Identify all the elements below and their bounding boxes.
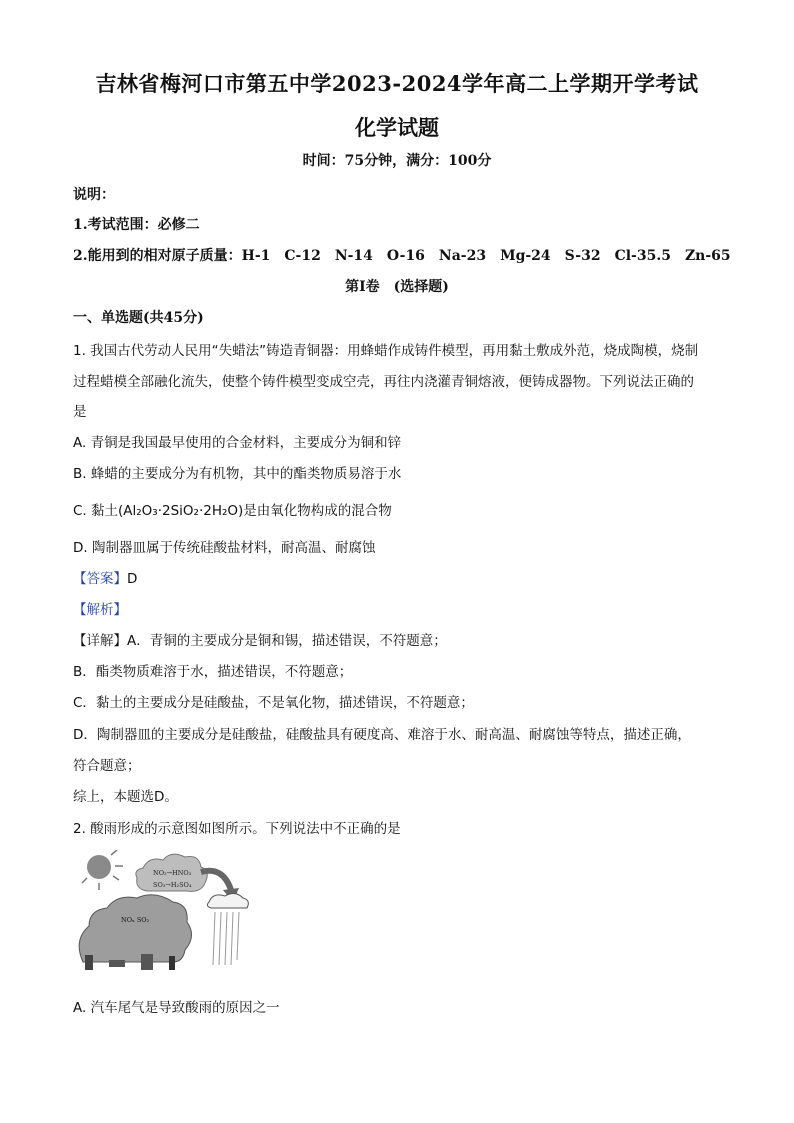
analysis-tag: 【解析】 bbox=[73, 602, 127, 618]
answer-value: D bbox=[127, 571, 138, 587]
notes-header: 说明： bbox=[73, 187, 115, 203]
fig-label-no2: NO₂→HNO₃ bbox=[153, 869, 192, 877]
q2-option-a: A. 汽车尾气是导致酸雨的原因之一 bbox=[73, 1000, 280, 1016]
q1-conclusion: 综上，本题选D。 bbox=[73, 789, 178, 805]
fig-label-so3: SO₃→H₂SO₄ bbox=[153, 881, 192, 889]
q1-explanation-b: B．酯类物质难溶于水，描述错误，不符题意； bbox=[73, 664, 353, 680]
car-icon bbox=[109, 960, 125, 967]
q1-stem-line3: 是 bbox=[73, 404, 87, 420]
volume-heading: 第Ⅰ卷 (选择题) bbox=[345, 279, 449, 295]
q1-explanation-a bbox=[73, 629, 447, 649]
rain-cloud bbox=[207, 893, 248, 908]
q1-explanation-d-cont: 符合题意； bbox=[73, 758, 141, 774]
exam-title: 吉林省梅河口市第五中学2023-2024学年高二上学期开学考试 bbox=[95, 71, 699, 96]
q1-option-d: D. 陶制器皿属于传统硅酸盐材料，耐高温、耐腐蚀 bbox=[73, 540, 376, 556]
q1-explanation-d: D．陶制器皿的主要成分是硅酸盐，硅酸盐具有硬度高、难溶于水、耐高温、耐腐蚀等特点，描述正确， bbox=[73, 727, 691, 743]
q2-stem: 2. 酸雨形成的示意图如图所示。下列说法中不正确的是 bbox=[73, 821, 401, 837]
q1-option-b: B. 蜂蜡的主要成分为有机物，其中的酯类物质易溶于水 bbox=[73, 466, 402, 482]
q1-exp-a-text: A．青铜的主要成分是铜和锡，描述错误，不符题意； bbox=[127, 633, 447, 649]
q1-answer-line bbox=[73, 567, 137, 587]
q1-explanation-c: C．黏土的主要成分是硅酸盐，不是氧化物，描述错误，不符题意； bbox=[73, 695, 474, 711]
answer-tag: 【答案】 bbox=[73, 571, 127, 587]
note-scope: 1.考试范围：必修二 bbox=[73, 217, 200, 233]
sun-icon bbox=[87, 855, 111, 879]
chimney-icon bbox=[169, 956, 175, 970]
pollution-smoke bbox=[79, 895, 191, 962]
factory-chimney-icon bbox=[85, 955, 93, 970]
q1-stem-line1: 1. 我国古代劳动人民用“失蜡法”铸造青铜器：用蜂蜡作成铸件模型，再用黏土敷成外范，烧成陶模，烧制 bbox=[73, 343, 699, 359]
detail-tag: 【详解】 bbox=[73, 633, 127, 649]
exam-subtitle: 化学试题 bbox=[355, 115, 439, 140]
fig-label-nox: NOₓ SO₂ bbox=[121, 916, 150, 924]
rain-drops bbox=[213, 912, 239, 965]
q1-option-c: C. 黏土(Al₂O₃·2SiO₂·2H₂O)是由氧化物构成的混合物 bbox=[73, 503, 392, 519]
note-atomic-mass: 2.能用到的相对原子质量：H-1 C-12 N-14 O-16 Na-23 Mg-24 S-32 Cl-35.5 Zn-65 bbox=[73, 248, 731, 264]
section-heading: 一、单选题(共45分) bbox=[73, 310, 204, 326]
exam-meta: 时间：75分钟，满分：100分 bbox=[302, 153, 492, 169]
q1-option-a: A. 青铜是我国最早使用的合金材料，主要成分为铜和锌 bbox=[73, 435, 402, 451]
q1-stem-line2: 过程蜡模全部融化流失，使整个铸件模型变成空壳，再往内浇灌青铜熔液，便铸成器物。下列说法正确的 bbox=[73, 374, 694, 390]
acid-rain-diagram bbox=[73, 850, 253, 975]
building-icon bbox=[141, 954, 153, 970]
